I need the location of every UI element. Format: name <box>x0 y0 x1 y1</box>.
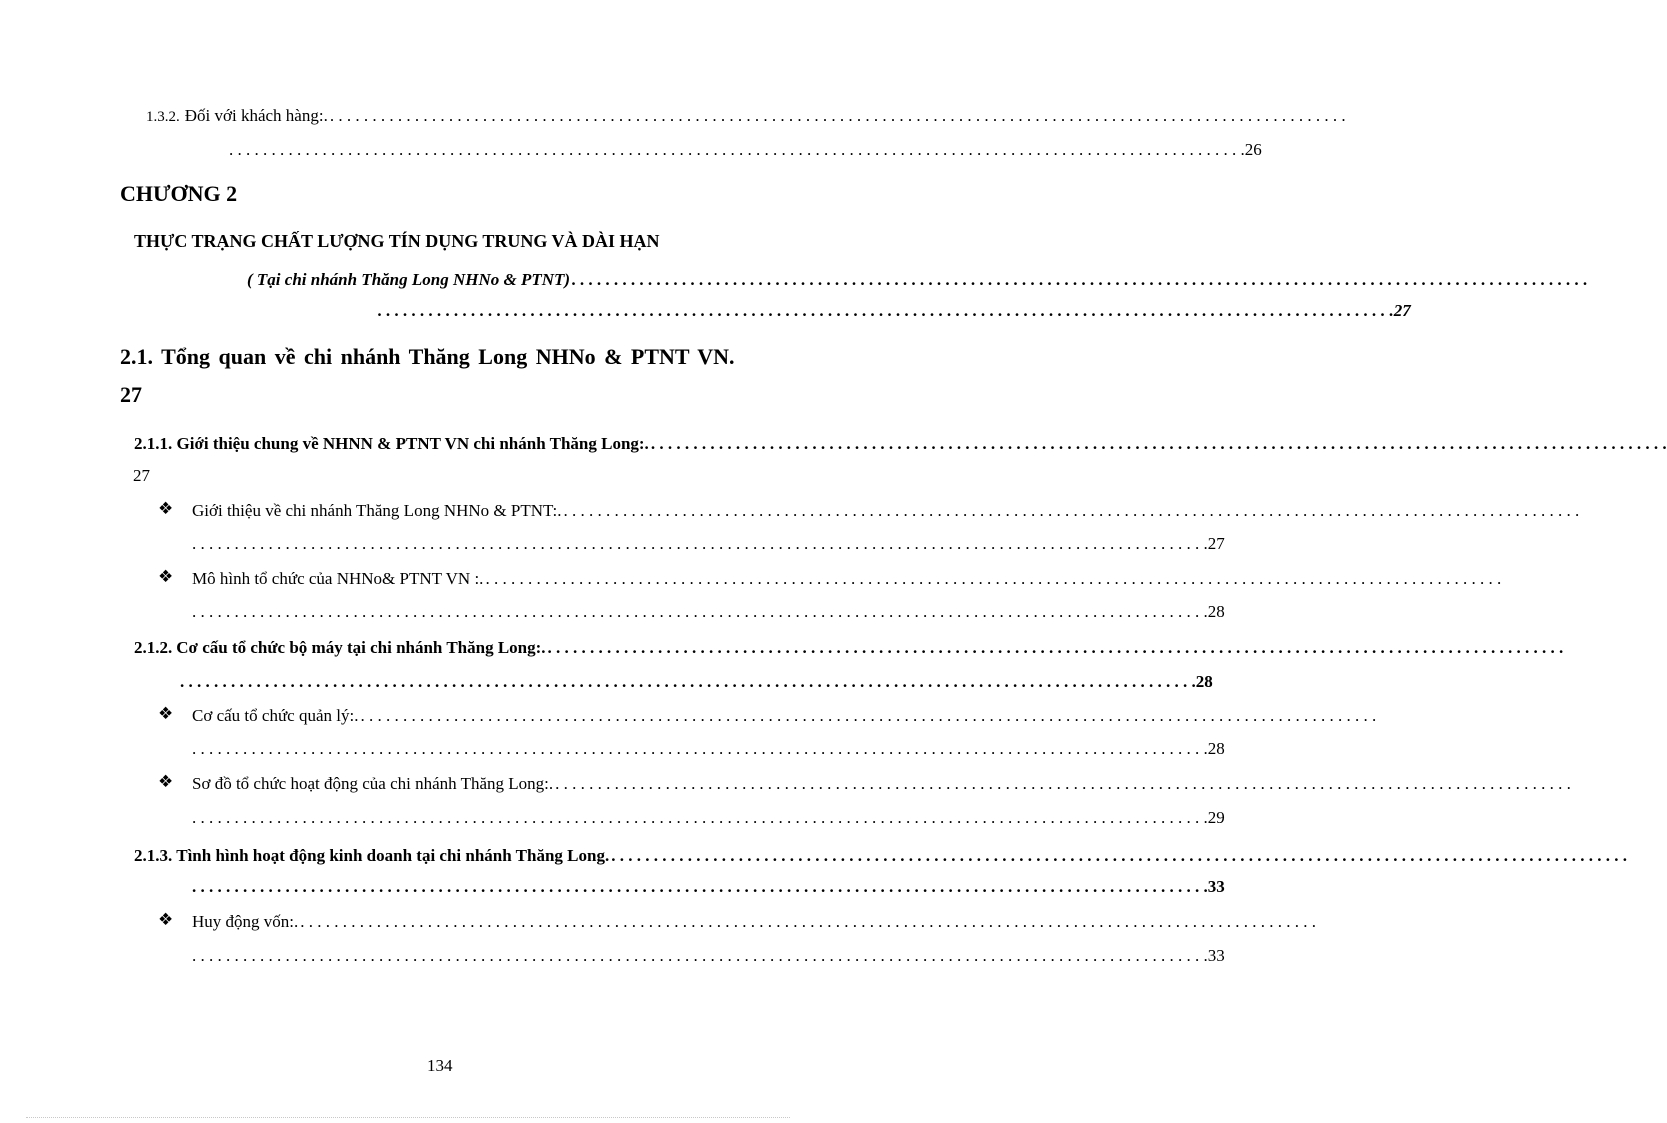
dot-leader: . . . . . . . . . . . . . . . . . . . . . . . . . . . . . . . . . . . . . . . . . . . . . . . . . . . . . . . . . . . . . . . . . . . . . . . . . . . . . . . . . . . . . . . . . . . . . . . . . . . . . . . . . . . . . . . . . . . . . . . . <box>378 301 1394 320</box>
dot-leader: . . . . . . . . . . . . . . . . . . . . . . . . . . . . . . . . . . . . . . . . . . . . . . . . . . . . . . . . . . . . . . . . . . . . . . . . . . . . . . . . . . . . . . . . . . . . . . . . . . . . . . . . . . . . . . . . . . . . . . . . <box>192 602 1208 621</box>
dot-leader: . . . . . . . . . . . . . . . . . . . . . . . . . . . . . . . . . . . . . . . . . . . . . . . . . . . . . . . . . . . . . . . . . . . . . . . . . . . . . . . . . . . . . . . . . . . . . . . . . . . . . . . . . . . . . . . . . . . . . . . . <box>192 739 1208 758</box>
dot-leader: . . . . . . . . . . . . . . . . . . . . . . . . . . . . . . . . . . . . . . . . . . . . . . . . . . . . . . . . . . . . . . . . . . . . . . . . . . . . . . . . . . . . . . . . . . . . . . . . . . . . . . . . . . . . . . . . . . . . . . . . <box>192 877 1208 896</box>
dot-leader: . . . . . . . . . . . . . . . . . . . . . . . . . . . . . . . . . . . . . . . . . . . . . . . . . . . . . . . . . . . . . . . . . . . . . . . . . . . . . . . . . . . . . . . . . . . . . . . . . . . . . . . . . . . . . . . . . . . . . . . . <box>360 706 1377 725</box>
diamond-bullet-icon: ❖ <box>158 772 174 792</box>
entry-title: Huy động vốn:. <box>192 912 299 931</box>
toc-entry-2-1-1 <box>134 434 1667 454</box>
dot-leader: . . . . . . . . . . . . . . . . . . . . . . . . . . . . . . . . . . . . . . . . . . . . . . . . . . . . . . . . . . . . . . . . . . . . . . . . . . . . . . . . . . . . . . . . . . . . . . . . . . . . . . . . . . . . . . . . . . . . . . . . <box>329 106 1346 125</box>
page-number: 27 <box>1393 301 1411 320</box>
entry-number: 2.1.2. <box>134 638 173 657</box>
page-number: 33 <box>1207 877 1225 896</box>
dot-leader: . . . . . . . . . . . . . . . . . . . . . . . . . . . . . . . . . . . . . . . . . . . . . . . . . . . . . . . . . . . . . . . . . . . . . . . . . . . . . . . . . . . . . . . . . . . . . . . . . . . . . . . . . . . . . . . . . . . . . . . . <box>180 672 1196 691</box>
chapter-subtitle-line <box>247 270 1588 290</box>
toc-entry-cont <box>192 946 1225 966</box>
page-number: 27 <box>120 382 142 407</box>
entry-title: Sơ đồ tổ chức hoạt động của chi nhánh Thăng Long:. <box>192 774 554 793</box>
toc-entry-cont <box>192 739 1225 759</box>
diamond-bullet-icon: ❖ <box>158 567 174 587</box>
entry-title: Đối với khách hàng:. <box>184 106 328 125</box>
footer-page-number: 134 <box>427 1056 453 1075</box>
dot-leader: . . . . . . . . . . . . . . . . . . . . . . . . . . . . . . . . . . . . . . . . . . . . . . . . . . . . . . . . . . . . . . . . . . . . . . . . . . . . . . . . . . . . . . . . . . . . . . . . . . . . . . . . . . . . . . . . . . . . . . . . <box>300 912 1316 931</box>
page-number: 27 <box>1207 534 1225 553</box>
dot-leader: . . . . . . . . . . . . . . . . . . . . . . . . . . . . . . . . . . . . . . . . . . . . . . . . . . . . . . . . . . . . . . . . . . . . . . . . . . . . . . . . . . . . . . . . . . . . . . . . . . . . . . . . . . . . . . . . . . . . . . . . <box>229 140 1245 159</box>
diamond-bullet-icon: ❖ <box>158 910 174 930</box>
toc-entry-2-1 <box>120 344 735 370</box>
page-number: 29 <box>1207 808 1225 827</box>
diamond-bullet-icon: ❖ <box>158 499 174 519</box>
chapter-heading: CHƯƠNG 2 <box>120 181 238 206</box>
entry-title: Mô hình tổ chức của NHNo& PTNT VN :. <box>192 569 484 588</box>
toc-entry-bullet <box>192 912 1316 932</box>
toc-entry-1-3-2 <box>146 106 1346 126</box>
dot-leader: . . . . . . . . . . . . . . . . . . . . . . . . . . . . . . . . . . . . . . . . . . . . . . . . . . . . . . . . . . . . . . . . . . . . . . . . . . . . . . . . . . . . . . . . . . . . . . . . . . . . . . . . . . . . . . . . . . . . . . . . <box>572 270 1588 289</box>
toc-entry-cont <box>192 877 1225 897</box>
chapter-subtitle: ( Tại chi nhánh Thăng Long NHNo & PTNT) <box>247 270 571 289</box>
entry-title: 2.1.1. Giới thiệu chung về NHNN & PTNT VN chi nhánh Thăng Long:. <box>134 434 649 453</box>
page-number: 28 <box>1207 602 1225 621</box>
dot-leader: . . . . . . . . . . . . . . . . . . . . . . . . . . . . . . . . . . . . . . . . . . . . . . . . . . . . . . . . . . . . . . . . . . . . . . . . . . . . . . . . . . . . . . . . . . . . . . . . . . . . . . . . . . . . . . . . . . . . . . . . <box>650 434 1667 453</box>
dot-leader: . . . . . . . . . . . . . . . . . . . . . . . . . . . . . . . . . . . . . . . . . . . . . . . . . . . . . . . . . . . . . . . . . . . . . . . . . . . . . . . . . . . . . . . . . . . . . . . . . . . . . . . . . . . . . . . . . . . . . . . . <box>192 808 1208 827</box>
toc-entry-2-1-2 <box>134 638 1564 658</box>
entry-number: 1.3.2. <box>146 109 180 125</box>
dot-leader: . . . . . . . . . . . . . . . . . . . . . . . . . . . . . . . . . . . . . . . . . . . . . . . . . . . . . . . . . . . . . . . . . . . . . . . . . . . . . . . . . . . . . . . . . . . . . . . . . . . . . . . . . . . . . . . . . . . . . . . . <box>192 946 1208 965</box>
toc-entry-2-1-3 <box>134 846 1627 866</box>
dot-leader: . . . . . . . . . . . . . . . . . . . . . . . . . . . . . . . . . . . . . . . . . . . . . . . . . . . . . . . . . . . . . . . . . . . . . . . . . . . . . . . . . . . . . . . . . . . . . . . . . . . . . . . . . . . . . . . . . . . . . . . . <box>563 501 1580 520</box>
dot-leader: . . . . . . . . . . . . . . . . . . . . . . . . . . . . . . . . . . . . . . . . . . . . . . . . . . . . . . . . . . . . . . . . . . . . . . . . . . . . . . . . . . . . . . . . . . . . . . . . . . . . . . . . . . . . . . . . . . . . . . . . <box>547 638 1564 657</box>
page-number: 28 <box>1195 672 1213 691</box>
chapter-title: THỰC TRẠNG CHẤT LƯỢNG TÍN DỤNG TRUNG VÀ DÀI HẠN <box>134 231 660 251</box>
toc-entry-cont <box>378 301 1411 321</box>
dot-leader: . . . . . . . . . . . . . . . . . . . . . . . . . . . . . . . . . . . . . . . . . . . . . . . . . . . . . . . . . . . . . . . . . . . . . . . . . . . . . . . . . . . . . . . . . . . . . . . . . . . . . . . . . . . . . . . . . . . . . . . . <box>555 774 1571 793</box>
page-number: 28 <box>1207 739 1225 758</box>
toc-entry-bullet <box>192 501 1580 521</box>
dot-leader: . . . . . . . . . . . . . . . . . . . . . . . . . . . . . . . . . . . . . . . . . . . . . . . . . . . . . . . . . . . . . . . . . . . . . . . . . . . . . . . . . . . . . . . . . . . . . . . . . . . . . . . . . . . . . . . . . . . . . . . . <box>611 846 1627 865</box>
toc-entry-bullet <box>192 774 1571 794</box>
toc-entry-cont <box>180 672 1213 692</box>
entry-title: 2.1. Tổng quan về chi nhánh Thăng Long NHNo & PTNT VN. <box>120 344 735 369</box>
toc-entry-cont <box>192 534 1225 554</box>
toc-entry-bullet <box>192 706 1377 726</box>
toc-entry-bullet <box>192 569 1502 589</box>
diamond-bullet-icon: ❖ <box>158 704 174 724</box>
toc-entry-cont <box>229 140 1262 160</box>
dot-leader: . . . . . . . . . . . . . . . . . . . . . . . . . . . . . . . . . . . . . . . . . . . . . . . . . . . . . . . . . . . . . . . . . . . . . . . . . . . . . . . . . . . . . . . . . . . . . . . . . . . . . . . . . . . . . . . . . . . . . . . . <box>192 534 1208 553</box>
page-number: 26 <box>1244 140 1262 159</box>
page-number: 33 <box>1207 946 1225 965</box>
entry-title: Tình hình hoạt động kinh doanh tại chi nhánh Thăng Long. <box>176 846 610 865</box>
dot-leader: . . . . . . . . . . . . . . . . . . . . . . . . . . . . . . . . . . . . . . . . . . . . . . . . . . . . . . . . . . . . . . . . . . . . . . . . . . . . . . . . . . . . . . . . . . . . . . . . . . . . . . . . . . . . . . . . . . . . . . . . <box>485 569 1502 588</box>
toc-entry-cont <box>192 602 1225 622</box>
page-number: 27 <box>133 466 150 485</box>
entry-title: Cơ cấu tổ chức quản lý:. <box>192 706 359 725</box>
entry-number: 2.1.3. <box>134 846 173 865</box>
footer-dotted-rule <box>26 1117 790 1118</box>
toc-entry-cont <box>192 808 1225 828</box>
entry-title: Giới thiệu về chi nhánh Thăng Long NHNo & PTNT:. <box>192 501 562 520</box>
entry-title: Cơ cấu tổ chức bộ máy tại chi nhánh Thăng Long:. <box>176 638 546 657</box>
